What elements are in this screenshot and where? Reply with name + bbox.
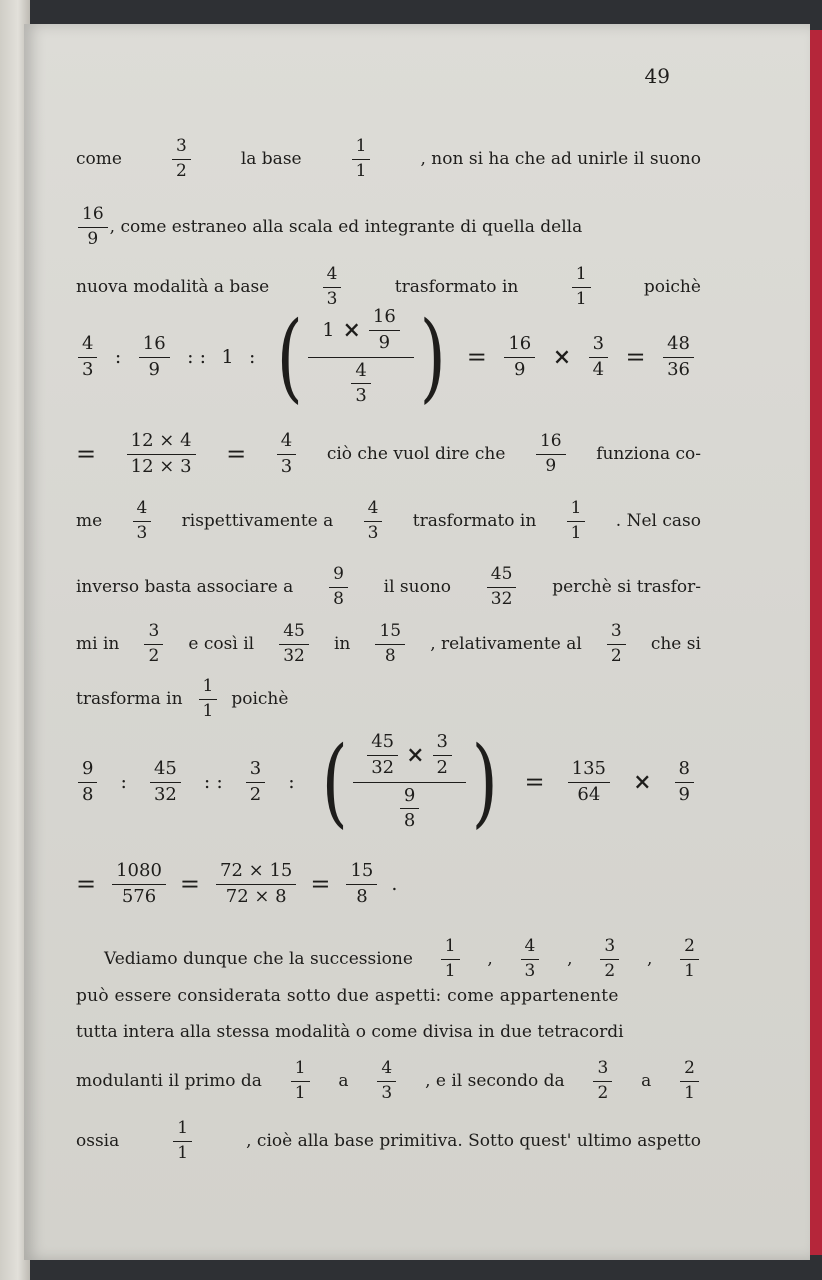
fraction: 45 32 — [279, 623, 309, 666]
fraction: $\frac{3}{2}$ — [433, 733, 452, 778]
fraction: $\frac{1080}{576}$ — [112, 862, 166, 907]
text-line-9: Vediamo dunque che la successione 1 1 , 4 3 , 3 2 , 2 1 — [76, 924, 701, 994]
fraction: 3 2 — [246, 760, 265, 805]
text-line-5: me 4 3 rispettivamente a 4 3 trasformato in 1 1 . Nel caso — [76, 497, 701, 543]
text-line-10: può essere considerata sotto due aspetti: come appartenente — [76, 986, 619, 1006]
fraction: 1 1 — [173, 1120, 192, 1163]
fraction: 1 1 — [441, 938, 460, 981]
fraction: $\frac{8}{9}$ — [675, 760, 694, 805]
fraction: 3 2 — [144, 623, 163, 666]
fraction: $\frac{16}{9}$ — [369, 308, 400, 353]
fraction: $\frac{4}{3}$ — [351, 362, 370, 407]
book-page — [24, 24, 810, 1260]
parenthesized-expression: ( $\frac{45}{32}$ × $\frac{3}{2}$ $\frac{9}{8}$ ) — [321, 726, 498, 838]
fraction: 4 3 — [521, 938, 540, 981]
fraction: $\frac{15}{8}$ — [346, 862, 377, 907]
equation-2: = $\frac{12 \times 4}{12 \times 3}$ = $\frac{4}{3}$ ciò che vuol dire che 16 9 funziona co- — [76, 429, 701, 477]
fraction: $\frac{3}{4}$ — [589, 335, 608, 380]
fraction: $\frac{16}{9}$ — [504, 335, 535, 380]
fraction: 16 9 — [536, 433, 566, 476]
fraction: 2 1 — [680, 938, 699, 981]
fraction: 1 1 — [352, 138, 371, 181]
equation-4: = $\frac{1080}{576}$ = $\frac{72 \times 15}{72 \times 8}$ = $\frac{15}{8}$ . — [76, 859, 398, 907]
fraction: 3 2 — [172, 138, 191, 181]
fraction: $\frac{135}{64}$ — [568, 760, 610, 805]
math-group: $\frac{45}{32}$ × $\frac{3}{2}$ — [353, 733, 466, 783]
book-cover-edge — [808, 30, 822, 1255]
fraction: 1 1 — [572, 266, 591, 309]
fraction: 16 9 — [78, 206, 108, 249]
fraction: $\frac{45}{32}$ — [367, 733, 398, 778]
fraction: 4 3 — [133, 500, 152, 543]
text-line-12: modulanti il primo da 1 1 a 4 3 , e il secondo da 3 2 a 2 1 — [76, 1046, 701, 1116]
text-line-7: mi in 3 2 e così il 45 32 in 15 8 , relativamente al 3 2 che si — [76, 620, 701, 666]
fraction: 1 1 — [291, 1060, 310, 1103]
fraction: 2 1 — [680, 1060, 699, 1103]
page-number: 49 — [644, 64, 670, 88]
fraction: 4 3 — [364, 500, 383, 543]
fraction: $\frac{72 \times 15}{72 \times 8}$ — [216, 862, 296, 907]
fraction: 45 32 — [150, 760, 181, 805]
equation-3: 9 8 : 45 32 : : 3 2 : ( $\frac{45}{32}$ × $\frac{3}{2}$ $\frac{9}{8}$ ) = $\frac{135}{64}$ × $\frac{8}{9}$ — [76, 722, 696, 842]
fraction: 16 9 — [139, 335, 170, 380]
fraction: 9 8 — [329, 566, 348, 609]
math-group — [349, 358, 372, 407]
fraction: 4 3 — [78, 335, 97, 380]
fraction: 3 2 — [593, 1060, 612, 1103]
text-line-11: tutta intera alla stessa modalità o come divisa in due tetracordi — [76, 1022, 624, 1042]
fraction: 3 2 — [600, 938, 619, 981]
fraction: $\frac{9}{8}$ — [400, 787, 419, 832]
compound-fraction — [353, 730, 466, 832]
text-line-8: trasforma in 1 1 poichè — [76, 675, 289, 721]
text-line-13: ossia 1 1 , cioè alla base primitiva. Sotto quest' ultimo aspetto — [76, 1117, 701, 1163]
fraction: 9 8 — [78, 760, 97, 805]
fraction: $\frac{12 \times 4}{12 \times 3}$ — [127, 432, 196, 477]
compound-fraction — [308, 305, 413, 407]
fraction: $\frac{48}{36}$ — [663, 335, 694, 380]
fraction: 4 3 — [377, 1060, 396, 1103]
fraction: $\frac{4}{3}$ — [277, 432, 296, 477]
fraction: 4 3 — [323, 266, 342, 309]
text-line-6: inverso basta associare a 9 8 il suono 45 32 perchè si trasfor- — [76, 563, 701, 609]
math-group: 1 × $\frac{16}{9}$ — [308, 308, 413, 358]
math-group — [398, 783, 421, 832]
fraction: 1 1 — [567, 500, 586, 543]
text-line-3: nuova modalità a base 4 3 trasformato in 1 1 poichè — [76, 263, 701, 309]
equation-1: 4 3 : 16 9 : : 1 : ( 1 × $\frac{16}{9}$ $\frac{4}{3}$ ) = $\frac{16}{9}$ × $\frac{3}{4}$ = $\frac{48}{36}$ — [76, 302, 696, 412]
text-line-2: 16 9 , come estraneo alla scala ed integrante di quella della — [76, 192, 701, 262]
fraction: 3 2 — [607, 623, 626, 666]
fraction: 1 1 — [199, 678, 218, 721]
fraction: 15 8 — [375, 623, 405, 666]
fraction: 45 32 — [487, 566, 517, 609]
text-line-1: come 3 2 la base 1 1 , non si ha che ad unirle il suono — [76, 135, 701, 181]
parenthesized-expression: ( 1 × $\frac{16}{9}$ $\frac{4}{3}$ ) — [276, 301, 446, 413]
